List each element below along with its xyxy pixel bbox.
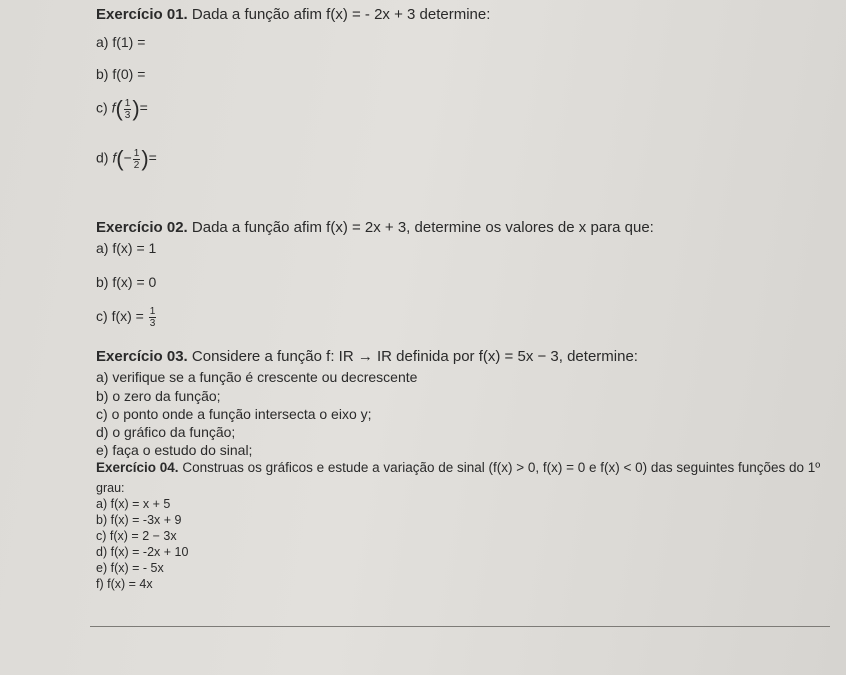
ex4-title: Exercício 04. Construas os gráficos e estude a variação de sinal (f(x) > 0, f(x) = 0 e f(x) < 0) das seguintes funções do 1º [96, 460, 821, 475]
ex4-title-cont: grau: [96, 481, 125, 495]
ex4-item-b: b) f(x) = -3x + 9 [96, 513, 182, 527]
ex3-item-c: c) o ponto onde a função intersecta o eixo y; [96, 406, 372, 422]
ex1-title: Exercício 01. Dada a função afim f(x) = - 2x + 3 determine: [96, 6, 491, 23]
bottom-divider [90, 626, 830, 627]
ex3-item-e: e) faça o estudo do sinal; [96, 442, 253, 458]
ex1-item-a: a) f(1) = [96, 34, 146, 50]
ex1-item-b: b) f(0) = [96, 66, 146, 82]
ex4-item-d: d) f(x) = -2x + 10 [96, 545, 189, 559]
ex4-item-a: a) f(x) = x + 5 [96, 497, 171, 511]
ex3-title: Exercício 03. Considere a função f: IR → IR definida por f(x) = 5x − 3, determine: [96, 348, 638, 365]
ex3-item-a: a) verifique se a função é crescente ou decrescente [96, 369, 418, 385]
ex3-item-b: b) o zero da função; [96, 388, 221, 404]
ex4-item-f: f) f(x) = 4x [96, 577, 153, 591]
ex3-item-d: d) o gráfico da função; [96, 424, 236, 440]
ex4-item-e: e) f(x) = - 5x [96, 561, 164, 575]
ex1-item-d: d) f(− $\frac{1}{2}$ )= [96, 146, 157, 171]
ex2-item-c: c) f(x) = $\frac{1}{3}$ [96, 306, 156, 329]
ex2-title: Exercício 02. Dada a função afim f(x) = 2x + 3, determine os valores de x para que: [96, 219, 654, 236]
ex1-item-c: c) f( $\frac{1}{3}$ )= [96, 96, 148, 121]
ex4-item-c: c) f(x) = 2 − 3x [96, 529, 177, 543]
ex2-item-b: b) f(x) = 0 [96, 274, 157, 290]
ex2-item-a: a) f(x) = 1 [96, 240, 157, 256]
